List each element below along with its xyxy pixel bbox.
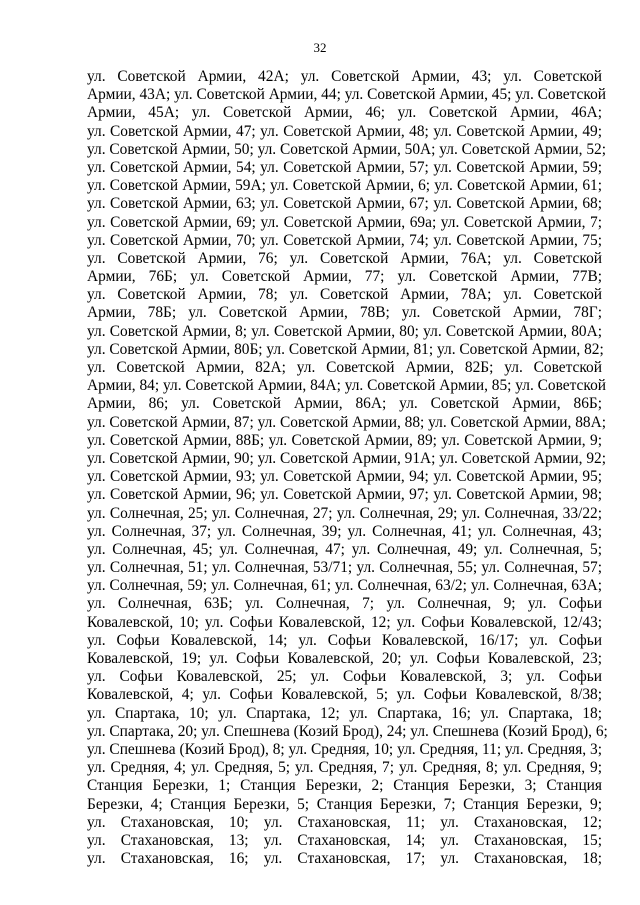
text-line: ул. Советской Армии, 59А; ул. Советской Армии, 6; ул. Советской Армии, 61; (87, 177, 602, 195)
text-line: ул. Советской Армии, 42А; ул. Советской Армии, 43; ул. Советской (87, 68, 602, 85)
text-line: Армии, 43А; ул. Советской Армии, 44; ул. Советской Армии, 45; ул. Советской (87, 86, 607, 104)
text-line: ул. Советской Армии, 50; ул. Советской Армии, 50А; ул. Советской Армии, 52; (87, 140, 607, 158)
text-line: ул. Солнечная, 59; ул. Солнечная, 61; ул. Солнечная, 63/2; ул. Солнечная, 63А; (87, 577, 602, 595)
page-number: 32 (313, 40, 327, 55)
text-line: ул. Средняя, 4; ул. Средняя, 5; ул. Средняя, 7; ул. Средняя, 8; ул. Средняя, 9; (87, 759, 602, 777)
text-line: Ковалевской, 4; ул. Софьи Ковалевской, 5; ул. Софьи Ковалевской, 8/38; (87, 686, 602, 704)
text-line: Ковалевской, 19; ул. Софьи Ковалевской, 20; ул. Софьи Ковалевской, 23; (87, 650, 602, 667)
text-line: ул. Советской Армии, 82А; ул. Советской Армии, 82Б; ул. Советской (87, 359, 602, 376)
text-line: ул. Стахановская, 13; ул. Стахановская, 14; ул. Стахановская, 15; (87, 831, 602, 849)
text-line: ул. Советской Армии, 54; ул. Советской Армии, 57; ул. Советской Армии, 59; (87, 158, 602, 176)
text-line: ул. Советской Армии, 87; ул. Советской Армии, 88; ул. Советской Армии, 88А; (87, 413, 607, 431)
text-line: ул. Советской Армии, 78; ул. Советской Армии, 78А; ул. Советской (87, 286, 602, 304)
text-line: ул. Советской Армии, 93; ул. Советской Армии, 94; ул. Советской Армии, 95; (87, 468, 602, 486)
text-line: ул. Советской Армии, 96; ул. Советской Армии, 97; ул. Советской Армии, 98; (87, 486, 602, 504)
text-line: ул. Советской Армии, 76; ул. Советской Армии, 76А; ул. Советской (87, 249, 602, 267)
text-line: ул. Советской Армии, 80Б; ул. Советской Армии, 81; ул. Советской Армии, 82; (87, 340, 604, 358)
text-line: ул. Спешнева (Козий Брод), 8; ул. Средняя, 10; ул. Средняя, 11; ул. Средняя, 3; (87, 740, 602, 758)
text-line: ул. Советской Армии, 47; ул. Советской Армии, 48; ул. Советской Армии, 49; (87, 122, 602, 140)
text-line: ул. Солнечная, 37; ул. Солнечная, 39; ул. Солнечная, 41; ул. Солнечная, 43; (87, 522, 602, 540)
text-line: ул. Советской Армии, 88Б; ул. Советской Армии, 89; ул. Советской Армии, 9; (87, 431, 602, 449)
text-line: ул. Советской Армии, 70; ул. Советской Армии, 74; ул. Советской Армии, 75; (87, 231, 602, 249)
text-line: ул. Солнечная, 45; ул. Солнечная, 47; ул. Солнечная, 49; ул. Солнечная, 5; (87, 540, 602, 558)
text-line: Армии, 78Б; ул. Советской Армии, 78В; ул. Советской Армии, 78Г; (87, 304, 602, 322)
text-line: ул. Стахановская, 16; ул. Стахановская, 17; ул. Стахановская, 18; (87, 850, 602, 868)
text-line: ул. Спартака, 20; ул. Спешнева (Козий Брод), 24; ул. Спешнева (Козий Брод), 6; (87, 722, 608, 740)
text-line: ул. Советской Армии, 63; ул. Советской Армии, 67; ул. Советской Армии, 68; (87, 195, 602, 213)
text-line: ул. Солнечная, 25; ул. Солнечная, 27; ул. Солнечная, 29; ул. Солнечная, 33/22; (87, 504, 602, 522)
text-line: Ковалевской, 10; ул. Софьи Ковалевской, 12; ул. Софьи Ковалевской, 12/43; (87, 613, 602, 631)
text-line: Армии, 86; ул. Советской Армии, 86А; ул. Советской Армии, 86Б; (87, 395, 602, 413)
text-line: ул. Софьи Ковалевской, 14; ул. Софьи Ковалевской, 16/17; ул. Софьи (87, 631, 602, 649)
text-line: Станция Березки, 1; Станция Березки, 2; Станция Березки, 3; Станция (87, 777, 602, 795)
text-line: ул. Стахановская, 10; ул. Стахановская, 11; ул. Стахановская, 12; (87, 813, 602, 831)
text-line: ул. Советской Армии, 69; ул. Советской Армии, 69а; ул. Советской Армии, 7; (87, 213, 602, 231)
address-list-body (87, 68, 608, 868)
text-line: ул. Солнечная, 51; ул. Солнечная, 53/71; ул. Солнечная, 55; ул. Солнечная, 57; (87, 559, 602, 577)
text-line: ул. Софьи Ковалевской, 25; ул. Софьи Ковалевской, 3; ул. Софьи (87, 668, 602, 686)
text-line: Армии, 84; ул. Советской Армии, 84А; ул. Советской Армии, 85; ул. Советской (87, 377, 607, 395)
text-line: ул. Спартака, 10; ул. Спартака, 12; ул. Спартака, 16; ул. Спартака, 18; (87, 704, 602, 722)
text-line: ул. Советской Армии, 90; ул. Советской Армии, 91А; ул. Советской Армии, 92; (87, 449, 607, 467)
text-line: Армии, 76Б; ул. Советской Армии, 77; ул. Советской Армии, 77В; (87, 268, 602, 286)
text-line: Березки, 4; Станция Березки, 5; Станция Березки, 7; Станция Березки, 9; (87, 795, 602, 813)
text-line: ул. Советской Армии, 8; ул. Советской Армии, 80; ул. Советской Армии, 80А; (87, 322, 602, 340)
text-line: ул. Солнечная, 63Б; ул. Солнечная, 7; ул. Солнечная, 9; ул. Софьи (87, 595, 602, 613)
text-line: Армии, 45А; ул. Советской Армии, 46; ул. Советской Армии, 46А; (87, 104, 602, 122)
